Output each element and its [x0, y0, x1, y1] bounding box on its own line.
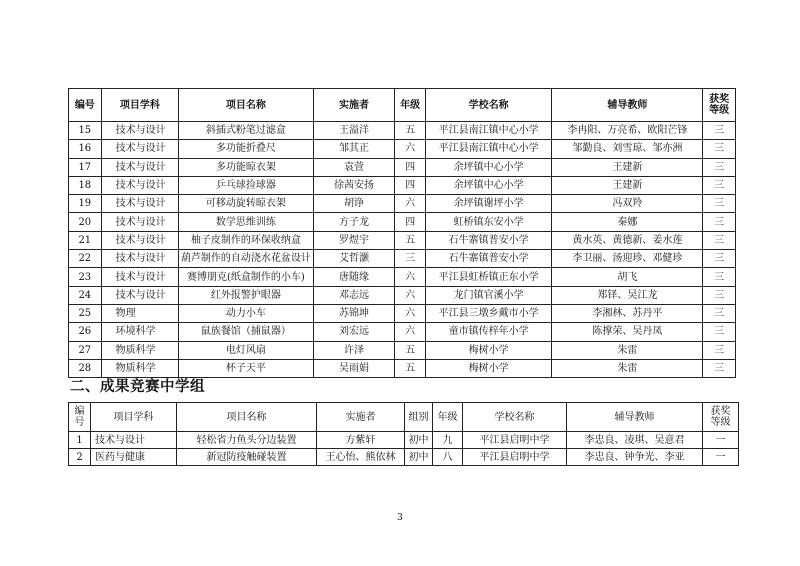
cell-id: 16	[69, 140, 102, 158]
cell-implementer: 徐茜安扬	[313, 176, 395, 194]
cell-award: 三	[703, 359, 736, 377]
cell-grade: 四	[395, 176, 426, 194]
cell-project: 新冠防疫触碰装置	[177, 449, 317, 466]
table-row	[69, 286, 736, 304]
cell-teacher: 冯双羚	[552, 195, 703, 213]
cell-school: 梅树小学	[425, 359, 551, 377]
cell-award: 三	[703, 323, 736, 341]
cell-project: 电灯风扇	[179, 341, 314, 359]
cell-school: 余坪镇中心小学	[425, 176, 551, 194]
cell-teacher: 李湘林、苏丹平	[552, 304, 703, 322]
table-row	[69, 140, 736, 158]
header-teacher: 辅导教师	[567, 403, 703, 432]
table-row	[69, 176, 736, 194]
page-number: 3	[397, 513, 403, 523]
cell-implementer: 方子龙	[313, 213, 395, 231]
cell-project: 可移动旋转晾衣架	[179, 195, 314, 213]
section-title: 二、成果竞赛中学组	[70, 379, 205, 395]
cell-implementer: 方紫轩	[317, 432, 405, 449]
cell-teacher: 朱雷	[552, 359, 703, 377]
cell-teacher: 陈撑荣、吴丹凤	[552, 323, 703, 341]
cell-award: 三	[703, 286, 736, 304]
table-row	[69, 122, 736, 140]
cell-grade: 六	[395, 286, 426, 304]
cell-implementer: 罗煜宇	[313, 231, 395, 249]
cell-award: 一	[703, 432, 739, 449]
cell-project: 数学思维训练	[179, 213, 314, 231]
cell-subject: 技术与设计	[101, 250, 179, 268]
header-award: 获奖等级	[703, 89, 736, 122]
header-grade: 年级	[395, 89, 426, 122]
header-school: 学校名称	[425, 89, 551, 122]
cell-grade: 四	[395, 213, 426, 231]
cell-school: 平江县启明中学	[463, 449, 567, 466]
cell-id: 20	[69, 213, 102, 231]
cell-school: 石牛寨镇普安小学	[425, 250, 551, 268]
table-row	[69, 231, 736, 249]
cell-project: 赛博朋克(纸盒制作的小车)	[179, 268, 314, 286]
cell-teacher: 胡飞	[552, 268, 703, 286]
header-subject: 项目学科	[91, 403, 177, 432]
header-implementer: 实施者	[313, 89, 395, 122]
cell-teacher: 郑铎、吴江龙	[552, 286, 703, 304]
cell-implementer: 邓志远	[313, 286, 395, 304]
cell-implementer: 王溢洋	[313, 122, 395, 140]
cell-award: 三	[703, 231, 736, 249]
cell-teacher: 王建新	[552, 176, 703, 194]
header-award: 获奖等级	[703, 403, 739, 432]
cell-subject: 环境科学	[101, 323, 179, 341]
cell-grade: 五	[395, 231, 426, 249]
cell-teacher: 李冉阳、万亮希、欧阳芒锋	[552, 122, 703, 140]
table-row	[69, 341, 736, 359]
cell-award: 三	[703, 176, 736, 194]
cell-project: 柚子皮制作的环保收纳盒	[179, 231, 314, 249]
cell-project: 杯子天平	[179, 359, 314, 377]
cell-award: 一	[703, 449, 739, 466]
cell-id: 23	[69, 268, 102, 286]
cell-subject: 技术与设计	[101, 286, 179, 304]
cell-project: 乒乓球捡球器	[179, 176, 314, 194]
cell-subject: 物质科学	[101, 359, 179, 377]
cell-grade: 六	[395, 268, 426, 286]
cell-school: 虹桥镇东安小学	[425, 213, 551, 231]
cell-project: 红外报警护眼器	[179, 286, 314, 304]
table-row	[69, 195, 736, 213]
cell-award: 三	[703, 122, 736, 140]
cell-grade: 九	[433, 432, 463, 449]
cell-subject: 技术与设计	[101, 122, 179, 140]
cell-project: 动力小车	[179, 304, 314, 322]
cell-award: 三	[703, 341, 736, 359]
header-id: 编号	[69, 89, 102, 122]
cell-id: 15	[69, 122, 102, 140]
cell-school: 平江县三墩乡戴市小学	[425, 304, 551, 322]
cell-teacher: 黄水英、黄德新、姜水莲	[552, 231, 703, 249]
cell-school: 龙门镇官溪小学	[425, 286, 551, 304]
cell-project: 轻松省力鱼头分边装置	[177, 432, 317, 449]
cell-implementer: 胡诤	[313, 195, 395, 213]
cell-award: 三	[703, 158, 736, 176]
cell-grade: 六	[395, 140, 426, 158]
cell-project: 鼠族餐馆（捕鼠器）	[179, 323, 314, 341]
cell-project: 多功能折叠尺	[179, 140, 314, 158]
table-row	[69, 268, 736, 286]
cell-subject: 技术与设计	[101, 140, 179, 158]
table-row	[69, 213, 736, 231]
cell-grade: 五	[395, 341, 426, 359]
cell-id: 21	[69, 231, 102, 249]
header-project: 项目名称	[179, 89, 314, 122]
cell-implementer: 唐随缘	[313, 268, 395, 286]
cell-project: 多功能晾衣架	[179, 158, 314, 176]
header-subject: 项目学科	[101, 89, 179, 122]
cell-id: 25	[69, 304, 102, 322]
cell-school: 平江县虹桥镇正东小学	[425, 268, 551, 286]
cell-subject: 技术与设计	[101, 213, 179, 231]
cell-implementer: 王心怡、熊依林	[317, 449, 405, 466]
award-table-primary	[68, 88, 736, 378]
table-row	[69, 323, 736, 341]
table-row	[69, 304, 736, 322]
cell-subject: 技术与设计	[101, 268, 179, 286]
cell-implementer: 邹其正	[313, 140, 395, 158]
cell-award: 三	[703, 268, 736, 286]
cell-implementer: 袁萱	[313, 158, 395, 176]
cell-award: 三	[703, 195, 736, 213]
header-group: 组别	[405, 403, 433, 432]
cell-project: 斜插式粉笔过滤盒	[179, 122, 314, 140]
header-id: 编号	[69, 403, 91, 432]
cell-id: 26	[69, 323, 102, 341]
cell-award: 三	[703, 304, 736, 322]
cell-award: 三	[703, 250, 736, 268]
cell-id: 2	[69, 449, 91, 466]
table-row	[69, 158, 736, 176]
header-school: 学校名称	[463, 403, 567, 432]
header-grade: 年级	[433, 403, 463, 432]
cell-school: 平江县南江镇中心小学	[425, 122, 551, 140]
header-teacher: 辅导教师	[552, 89, 703, 122]
table-header-row	[69, 89, 736, 122]
cell-implementer: 许泽	[313, 341, 395, 359]
cell-school: 余坪镇谢坪小学	[425, 195, 551, 213]
cell-school: 平江县南江镇中心小学	[425, 140, 551, 158]
cell-id: 28	[69, 359, 102, 377]
cell-subject: 技术与设计	[101, 176, 179, 194]
cell-subject: 医药与健康	[91, 449, 177, 466]
cell-id: 19	[69, 195, 102, 213]
cell-subject: 技术与设计	[101, 158, 179, 176]
cell-id: 22	[69, 250, 102, 268]
header-implementer: 实施者	[317, 403, 405, 432]
cell-implementer: 艾哲灏	[313, 250, 395, 268]
award-table-middle-school	[68, 402, 739, 466]
cell-id: 1	[69, 432, 91, 449]
cell-grade: 三	[395, 250, 426, 268]
cell-id: 27	[69, 341, 102, 359]
cell-grade: 五	[395, 359, 426, 377]
cell-teacher: 邹勤良、刘雪琼、邹亦洲	[552, 140, 703, 158]
header-project: 项目名称	[177, 403, 317, 432]
cell-subject: 技术与设计	[101, 231, 179, 249]
cell-implementer: 吴雨娟	[313, 359, 395, 377]
cell-group: 初中	[405, 432, 433, 449]
cell-grade: 六	[395, 323, 426, 341]
cell-implementer: 刘宏远	[313, 323, 395, 341]
cell-subject: 技术与设计	[101, 195, 179, 213]
cell-id: 18	[69, 176, 102, 194]
cell-project: 葫芦制作的自动浇水花盆设计	[179, 250, 314, 268]
table-header-row	[69, 403, 739, 432]
cell-school: 平江县启明中学	[463, 432, 567, 449]
cell-subject: 物理	[101, 304, 179, 322]
cell-teacher: 朱雷	[552, 341, 703, 359]
cell-teacher: 李卫丽、汤迎珍、邓健珍	[552, 250, 703, 268]
cell-teacher: 秦娜	[552, 213, 703, 231]
cell-award: 三	[703, 213, 736, 231]
cell-grade: 八	[433, 449, 463, 466]
cell-grade: 六	[395, 304, 426, 322]
table-row	[69, 449, 739, 466]
table-row	[69, 250, 736, 268]
cell-implementer: 苏锦坤	[313, 304, 395, 322]
cell-grade: 六	[395, 195, 426, 213]
cell-award: 三	[703, 140, 736, 158]
cell-subject: 物质科学	[101, 341, 179, 359]
cell-grade: 四	[395, 158, 426, 176]
cell-teacher: 李忠良、钟争光、李亚	[567, 449, 703, 466]
cell-school: 童市镇传梓年小学	[425, 323, 551, 341]
cell-teacher: 李忠良、凌琪、吴意君	[567, 432, 703, 449]
cell-school: 石牛寨镇普安小学	[425, 231, 551, 249]
cell-grade: 五	[395, 122, 426, 140]
cell-school: 梅树小学	[425, 341, 551, 359]
cell-group: 初中	[405, 449, 433, 466]
cell-id: 17	[69, 158, 102, 176]
cell-subject: 技术与设计	[91, 432, 177, 449]
cell-teacher: 王建新	[552, 158, 703, 176]
cell-id: 24	[69, 286, 102, 304]
cell-school: 余坪镇中心小学	[425, 158, 551, 176]
table-row	[69, 432, 739, 449]
